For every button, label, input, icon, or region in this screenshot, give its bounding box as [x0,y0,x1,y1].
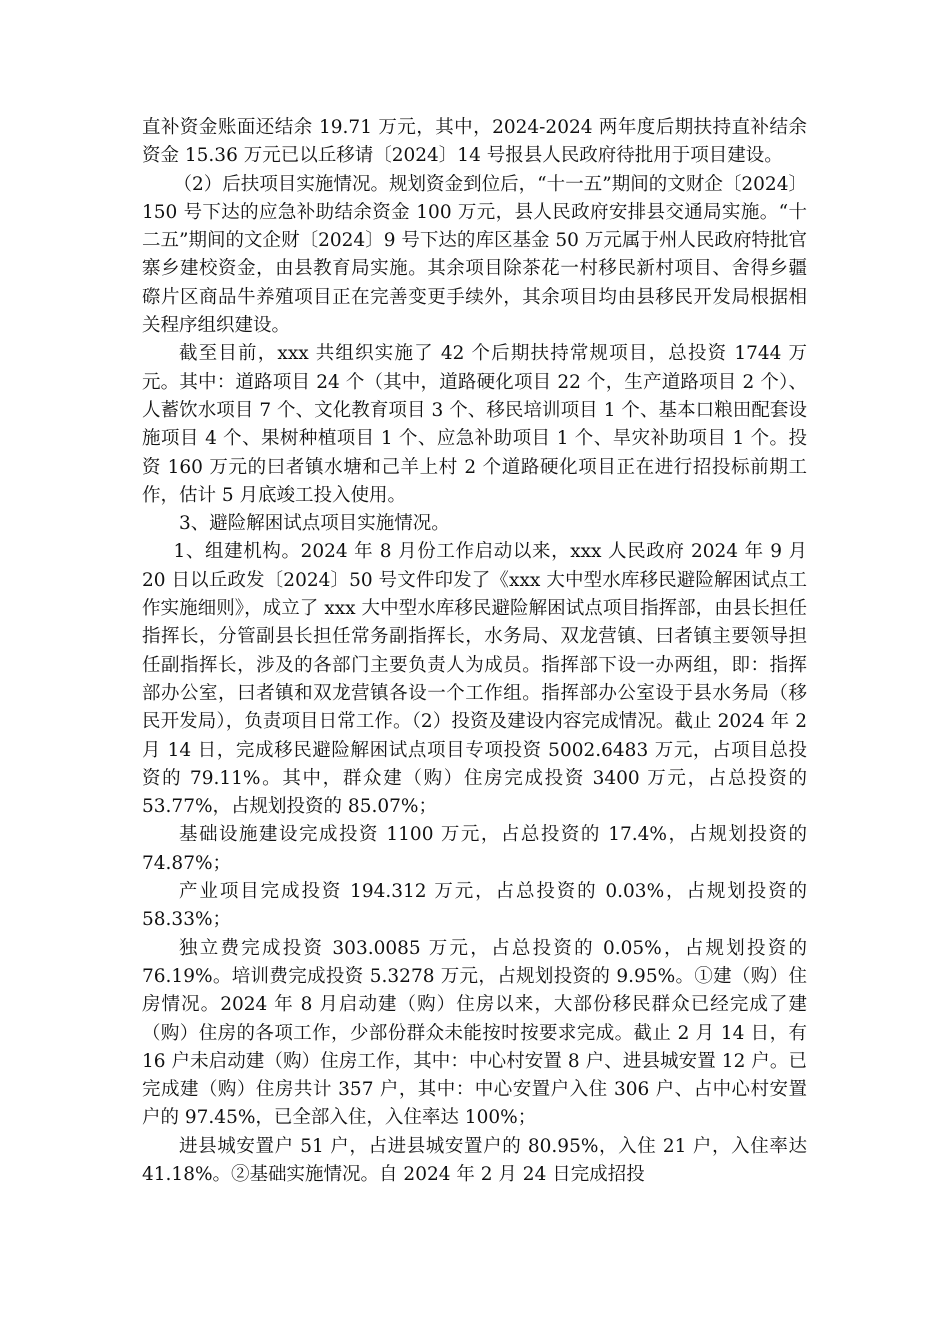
paragraph-infrastructure-investment: 基础设施建设完成投资 1100 万元，占总投资的 17.4%，占规划投资的 74.87%； [142,824,807,874]
section-heading-pilot-projects: 3、避险解困试点项目实施情况。 [179,513,450,535]
document-body [142,114,807,1189]
paragraph-regular-projects: 截至目前，xxx 共组织实施了 42 个后期扶持常规项目，总投资 1744 万元。其中：道路项目 24 个（其中，道路硬化项目 22 个，生产道路项目 2 个）、人蓄饮水项目 7 个、文化教育项目 3 个、移民培训项目 1 个、基本口粮田配套设施项目 4 个、果树种植项目 1 个、应急补助项目 1 个、旱灾补助项目 1 个。投资 160 万元的曰者镇水塘和己羊上村 2 个道路硬化项目正在进行招投标前期工作，估计 5 月底竣工投入使用。 [142,343,807,506]
paragraph-industry-investment: 产业项目完成投资 194.312 万元，占总投资的 0.03%，占规划投资的 58.33%； [142,881,807,931]
paragraph-county-resettlement: 进县城安置户 51 户，占进县城安置户的 80.95%，入住 21 户，入住率达 41.18%。②基础实施情况。自 2024 年 2 月 24 日完成招投 [142,1135,807,1185]
paragraph-independent-fees: 独立费完成投资 303.0085 万元，占总投资的 0.05%，占规划投资的 76.19%。培训费完成投资 5.3278 万元，占规划投资的 9.95%。①建（购）住房情况。2024 年 8 月启动建（购）住房以来，大部份移民群众已经完成了建（购）住房的各项工作，少部份群众未能按时按要求完成。截止 2 月 14 日，有 16 户未启动建（购）住房工作，其中：中心村安置 8 户、进县城安置 12 户。已完成建（购）住房共计 357 户，其中：中心安置户入住 306 户、占中心村安置户的 97.45%，已全部入住，入住率达 100%； [142,937,807,1129]
paragraph-project-implementation: （2）后扶项目实施情况。规划资金到位后，“十一五”期间的文财企〔2024〕150 号下达的应急补助结余资金 100 万元，县人民政府安排县交通局实施。“十二五”期间的文企财〔2024〕9 号下达的库区基金 50 万元属于州人民政府特批官寨乡建校资金，由县教育局实施。其余项目除茶花一村移民新村项目、舍得乡疆磜片区商品牛养殖项目正在完善变更手续外，其余项目均由县移民开发局根据相关程序组织建设。 [142,173,807,337]
paragraph-balance-funds: 直补资金账面还结余 19.71 万元，其中，2024-2024 两年度后期扶持直补结余资金 15.36 万元已以丘移请〔2024〕14 号报县人民政府待批用于项目建设。 [142,117,807,167]
paragraph-organization: 1、组建机构。2024 年 8 月份工作启动以来，xxx 人民政府 2024 年 9 月 20 日以丘政发〔2024〕50 号文件印发了《xxx 大中型水库移民避险解困试点工作实施细则》，成立了 xxx 大中型水库移民避险解困试点项目指挥部，由县长担任指挥长，分管副县长担任常务副指挥长，水务局、双龙营镇、曰者镇主要领导担任副指挥长，涉及的各部门主要负责人为成员。指挥部下设一办两组，即：指挥部办公室，曰者镇和双龙营镇各设一个工作组。指挥部办公室设于县水务局（移民开发局），负责项目日常工作。（2）投资及建设内容完成情况。截止 2024 年 2 月 14 日，完成移民避险解困试点项目专项投资 5002.6483 万元，占项目总投资的 79.11%。其中，群众建（购）住房完成投资 3400 万元，占总投资的 53.77%，占规划投资的 85.07%； [142,541,807,818]
